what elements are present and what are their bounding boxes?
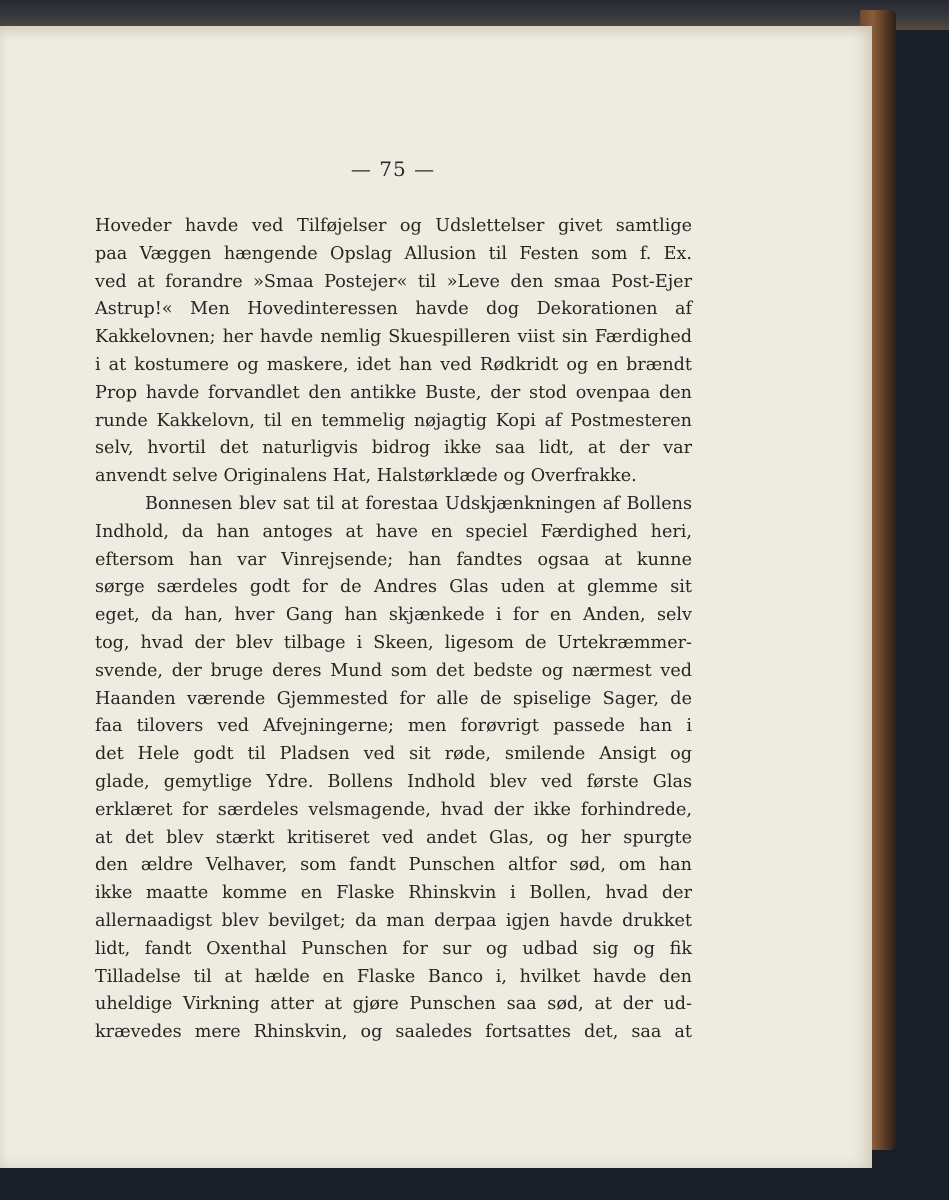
text-line: Haanden værende Gjemmested for alle de spiselige Sager, de [95,688,692,709]
text-line: Tilladelse til at hælde en Flaske Banco i, hvilket havde den [95,966,692,987]
text-line: Hoveder havde ved Tilføjelser og Udslettelser givet samtlige [95,216,692,236]
text-line: glade, gemytlige Ydre. Bollens Indhold blev ved første Glas [95,771,692,792]
text-line: ikke maatte komme en Flaske Rhinskvin i Bollen, hvad der [95,883,692,904]
text-line: anvendt selve Originalens Hat, Halstørklæde og Overfrakke. [95,466,637,487]
text-line: Astrup!« Men Hovedinteressen havde dog Dekorationen af [95,299,692,320]
text-line: allernaadigst blev bevilget; da man derpaa igjen havde drukket [95,910,692,931]
text-line: paa Væggen hængende Opslag Allusion til Festen som f. Ex. [95,243,692,264]
text-line: Indhold, da han antoges at have en speciel Færdighed heri, [95,521,692,542]
text-line: selv, hvortil det naturligvis bidrog ikke saa lidt, at der var [95,438,692,459]
text-line: Kakkelovnen; her havde nemlig Skuespilleren viist sin Færdighed [95,327,692,348]
text-line: sørge særdeles godt for de Andres Glas uden at glemme sit [95,577,692,598]
text-line: eftersom han var Vinrejsende; han fandtes ogsaa at kunne [95,549,692,570]
text-line: Bonnesen blev sat til at forestaa Udskjænkningen af Bollens [145,493,692,514]
text-line: lidt, fandt Oxenthal Punschen for sur og udbad sig og fik [95,938,692,959]
text-line: i at kostumere og maskere, idet han ved Rødkridt og en brændt [95,354,692,375]
book-page [0,26,872,1168]
text-line: uheldige Virkning atter at gjøre Punschen saa sød, at der ud- [95,994,692,1015]
page-number: — 75 — [350,157,436,181]
text-line: faa tilovers ved Afvejningerne; men forøvrigt passede han i [95,716,692,737]
text-line: ved at forandre »Smaa Postejer« til »Leve den smaa Post-Ejer [95,271,692,292]
text-line: eget, da han, hver Gang han skjænkede i for en Anden, selv [95,605,692,626]
text-line: det Hele godt til Pladsen ved sit røde, smilende Ansigt og [95,744,692,765]
text-line: at det blev stærkt kritiseret ved andet Glas, og her spurgte [95,827,692,848]
body-text [95,213,692,1047]
text-line: Prop havde forvandlet den antikke Buste, der stod ovenpaa den [95,382,692,403]
text-line: svende, der bruge deres Mund som det bedste og nærmest ved [95,660,692,681]
text-line: erklæret for særdeles velsmagende, hvad der ikke forhindrede, [95,799,692,820]
text-line: krævedes mere Rhinskvin, og saaledes fortsattes det, saa at [95,1022,692,1043]
text-line: runde Kakkelovn, til en temmelig nøjagtig Kopi af Postmesteren [95,410,692,431]
text-line: tog, hvad der blev tilbage i Skeen, ligesom de Urtekræmmer- [95,632,692,653]
text-line: den ældre Velhaver, som fandt Punschen altfor sød, om han [95,855,692,876]
